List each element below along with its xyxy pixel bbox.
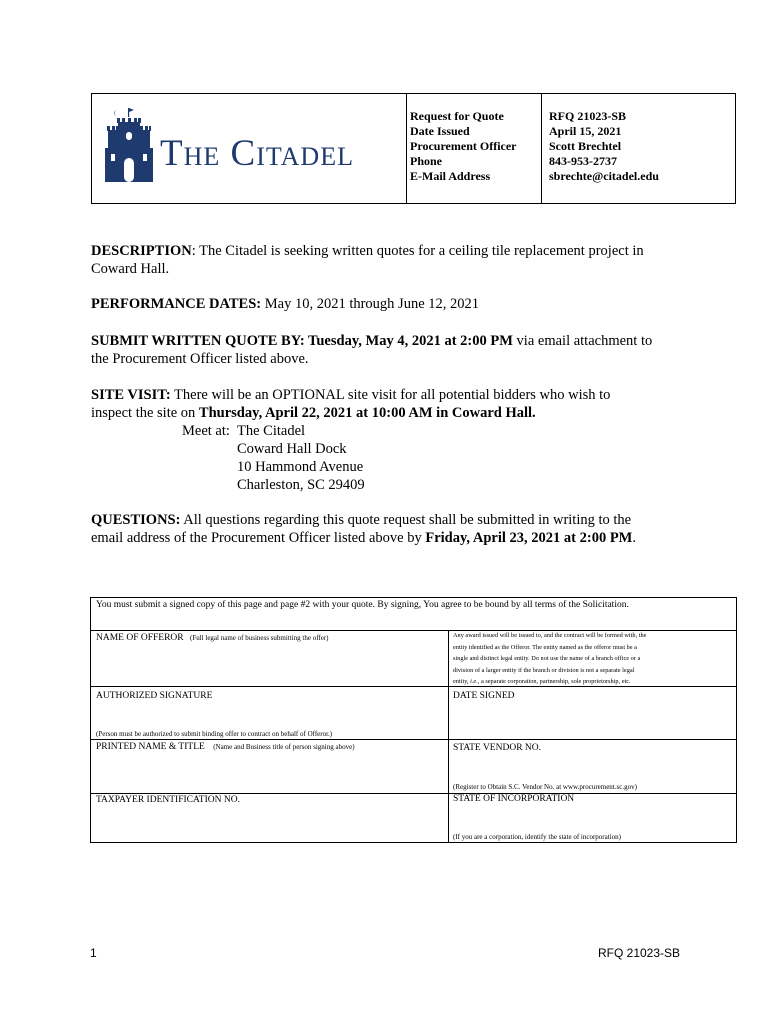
questions-text: All questions regarding this quote request shall be submitted in writing to the xyxy=(180,512,632,528)
date-signed-label[interactable]: DATE SIGNED xyxy=(453,691,515,701)
authorized-signature-label[interactable]: AUTHORIZED SIGNATURE xyxy=(96,691,213,701)
address-line: The Citadel xyxy=(237,423,306,439)
site-visit-date: Thursday, April 22, 2021 at 10:00 AM in Coward Hall. xyxy=(198,405,536,421)
page-number: 1 xyxy=(90,946,97,960)
award-note-line: Any award issued will be issued to, and the contract will be formed with, the xyxy=(453,632,647,639)
award-note xyxy=(453,630,733,688)
award-note-text: entity, xyxy=(453,678,471,685)
header-divider xyxy=(406,94,407,203)
header-labels xyxy=(410,109,517,184)
form-intro: You must submit a signed copy of this page and page #2 with your quote. By signing, You agree to be bound by all terms of the Solicitation. xyxy=(96,600,629,610)
site-visit-text: There will be an OPTIONAL site visit for all potential bidders who wish to xyxy=(170,387,611,403)
printed-name-note: (Name and Business title of person signing above) xyxy=(213,743,355,751)
label-phone: Phone xyxy=(410,154,443,168)
questions-label: QUESTIONS: xyxy=(91,512,181,528)
state-of-incorporation-label[interactable]: STATE OF INCORPORATION xyxy=(453,794,575,804)
offeror-name-label-text: NAME OF OFFEROR xyxy=(96,633,184,643)
value-date-issued: April 15, 2021 xyxy=(549,124,622,138)
table-divider xyxy=(448,630,449,842)
description-text-2: Coward Hall. xyxy=(91,261,170,277)
award-note-line: single and distinct legal entity. Do not use the name of a branch office or a xyxy=(453,655,641,662)
description-paragraph xyxy=(91,242,731,278)
questions-end: . xyxy=(632,530,636,546)
performance-label: PERFORMANCE DATES: xyxy=(91,296,262,312)
award-note-line: entity identified as the Offeror. The entity named as the offeror must be a xyxy=(453,643,637,651)
value-officer-name: Scott Brechtel xyxy=(549,139,622,153)
site-visit-label: SITE VISIT: xyxy=(91,387,171,403)
incorporation-note: (If you are a corporation, identify the state of incorporation) xyxy=(453,833,621,841)
award-note-line xyxy=(453,676,733,688)
header-values xyxy=(549,109,659,184)
citadel-logo-text: The Citadel xyxy=(160,133,354,174)
label-email: E-Mail Address xyxy=(410,169,491,183)
submit-paragraph xyxy=(91,332,731,368)
site-visit-paragraph xyxy=(91,386,731,422)
submit-text: via email attachment to xyxy=(512,333,653,349)
address-line: Coward Hall Dock xyxy=(237,441,347,457)
label-request-for-quote: Request for Quote xyxy=(410,109,504,123)
questions-date: Friday, April 23, 2021 at 2:00 PM xyxy=(425,530,633,546)
label-date-issued: Date Issued xyxy=(410,124,470,138)
submit-text-2: the Procurement Officer listed above. xyxy=(91,351,309,367)
header-divider xyxy=(541,94,542,203)
site-visit-text-2: inspect the site on xyxy=(91,405,199,421)
footer-doc-ref: RFQ 21023-SB xyxy=(598,946,681,960)
meet-at-label: Meet at: xyxy=(182,423,230,439)
address-line: 10 Hammond Avenue xyxy=(237,459,364,475)
printed-name-label[interactable] xyxy=(96,741,355,754)
description-label: DESCRIPTION xyxy=(91,243,192,259)
offeror-name-note: (Full legal name of business submitting the offer) xyxy=(190,634,329,642)
questions-paragraph xyxy=(91,511,731,547)
label-procurement-officer: Procurement Officer xyxy=(410,139,517,153)
performance-paragraph xyxy=(91,295,731,313)
submit-label: SUBMIT WRITTEN QUOTE BY: Tuesday, May 4, 2021 at 2:00 PM xyxy=(91,333,513,349)
vendor-note: (Register to Obtain S.C. Vendor No. at www.procurement.sc.gov) xyxy=(453,783,637,791)
questions-text-2: email address of the Procurement Officer listed above by xyxy=(91,530,426,546)
signature-note: (Person must be authorized to submit binding offer to contract on behalf of Offeror.) xyxy=(96,730,333,738)
offeror-name-label[interactable] xyxy=(96,632,329,645)
award-note-ie: i.e. xyxy=(470,678,478,685)
description-text: : The Citadel is seeking written quotes for a ceiling tile replacement project in xyxy=(191,243,644,259)
award-note-line: division of a larger entity if the branch or division is not a separate legal xyxy=(453,666,635,674)
performance-text: May 10, 2021 through June 12, 2021 xyxy=(261,296,479,312)
printed-name-label-text: PRINTED NAME & TITLE xyxy=(96,742,205,752)
value-rfq-number: RFQ 21023-SB xyxy=(549,109,627,123)
address-line: Charleston, SC 29409 xyxy=(237,477,365,493)
value-phone: 843-953-2737 xyxy=(549,154,617,168)
state-vendor-label[interactable]: STATE VENDOR NO. xyxy=(453,743,541,753)
taxpayer-id-label[interactable]: TAXPAYER IDENTIFICATION NO. xyxy=(96,795,240,805)
value-email[interactable]: sbrechte@citadel.edu xyxy=(549,169,659,183)
award-note-text: , a separate corporation, partnership, sole proprietorship, etc. xyxy=(477,678,631,685)
